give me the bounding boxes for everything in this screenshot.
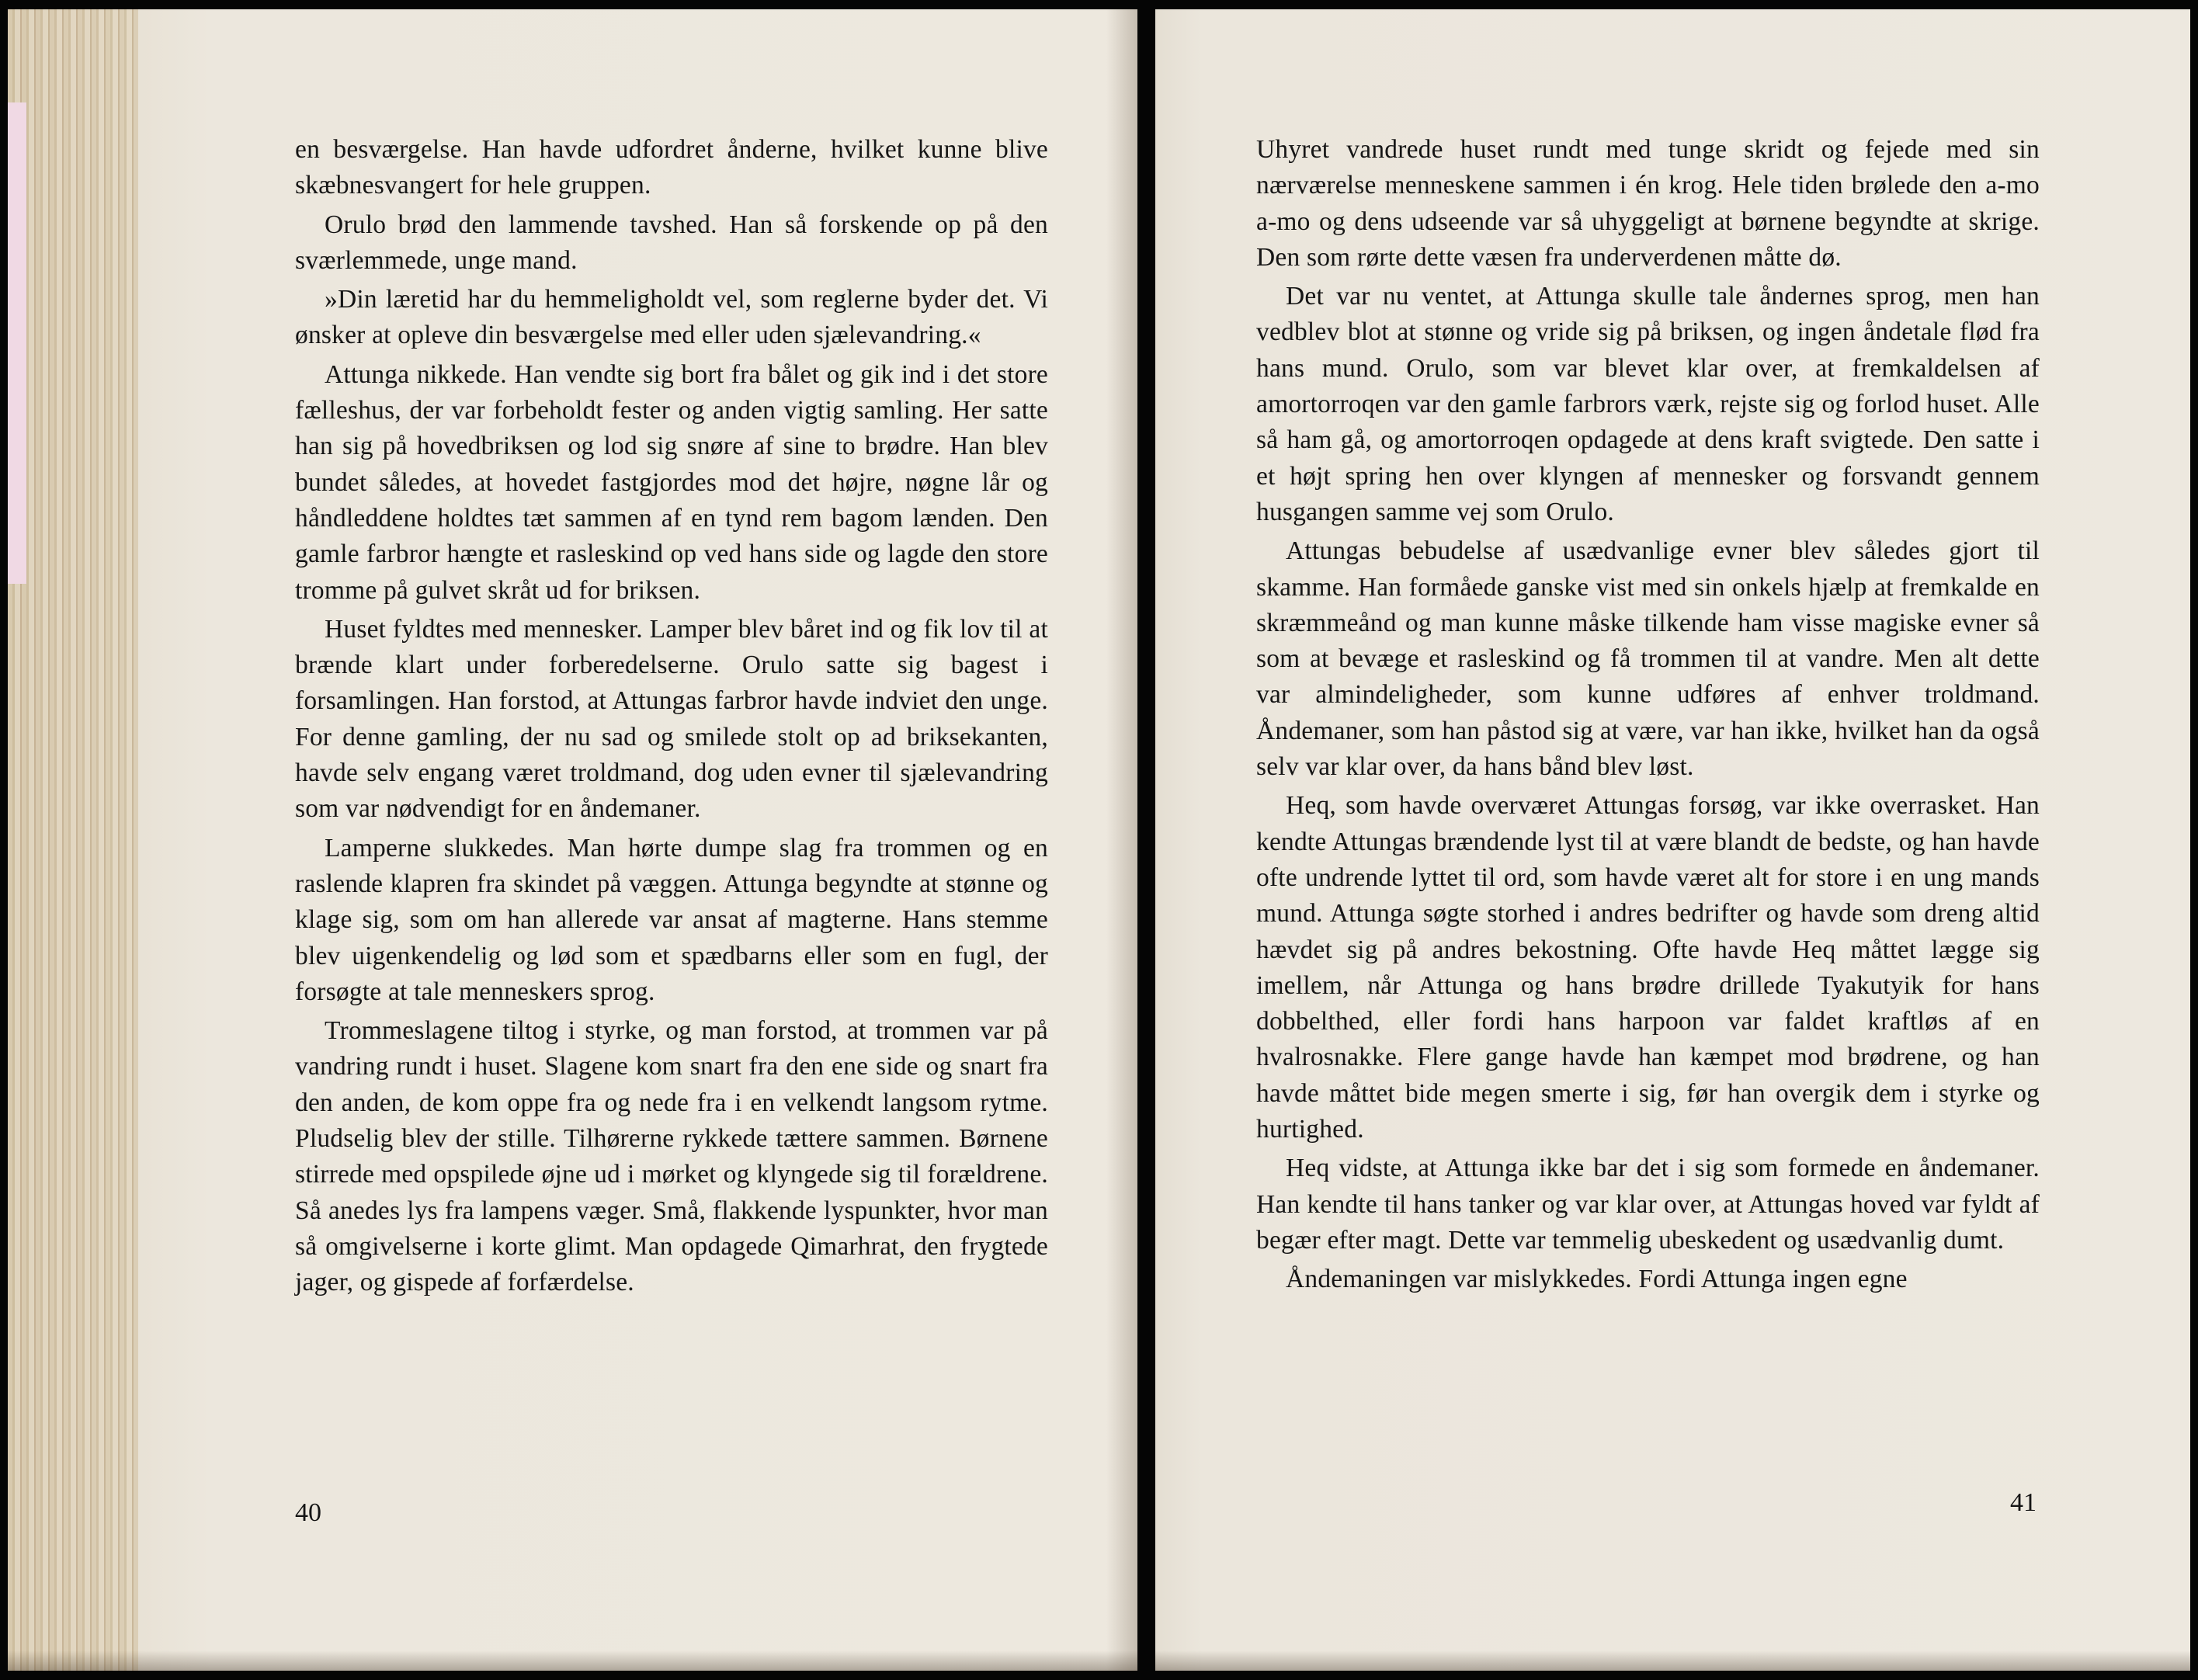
page-edges bbox=[8, 9, 138, 1671]
paragraph: en besværgelse. Han havde udfordret ånderne, hvilket kunne blive skæbnesvangert for hele gruppen. bbox=[295, 135, 1048, 200]
paragraph: Heq vidste, at Attunga ikke bar det i sig som formede en åndemaner. Han kendte til hans tanker og var klar over, at Attungas hoved var fyldt af begær efter magt. Dette var temmelig ubeskedent og usædvanlig dumt. bbox=[1256, 1154, 2040, 1255]
paragraph: Attungas bebudelse af usædvanlige evner blev således gjort til skamme. Han formåede ganske vist med sin onkels hjælp at fremkalde en skræmmeånd og man kunne måske tilkende ham visse magiske evner så som at bevæge et rasleskind og få trommen til at vandre. Men alt dette var almindeligheder, som kunne udføres af enhver troldmand. Åndemaner, som han påstod sig at være, var han ikke, hvilket han da også selv var klar over, da hans bånd blev løst. bbox=[1256, 536, 2040, 782]
paragraph: Lamperne slukkedes. Man hørte dumpe slag fra trommen og en raslende klapren fra skindet på væggen. Attunga begyndte at stønne og klage sig, som om han allerede var ansat af magterne. Hans stemme blev uigenkendelig og lød som et spædbarns eller som en fugl, der forsøgte at tale menneskers sprog. bbox=[295, 833, 1048, 1006]
paragraph: Huset fyldtes med mennesker. Lamper blev båret ind og fik lov til at brænde klart under forberedelserne. Orulo satte sig bagest i forsamlingen. Han forstod, at Attungas farbror havde indviet den unge. For denne gamling, der nu sad og smilede stolt op ad briksekanten, havde selv engang været troldmand, dog uden evner til sjælevandring som var nødvendigt for en åndemaner. bbox=[295, 614, 1048, 824]
left-page bbox=[8, 9, 1137, 1671]
gutter-shadow bbox=[1106, 9, 1137, 1671]
page-shadow bbox=[8, 1650, 1137, 1671]
paragraph: Åndemaningen var mislykkedes. Fordi Attunga ingen egne bbox=[1286, 1265, 1908, 1294]
paragraph: Trommeslagene tiltog i styrke, og man forstod, at trommen var på vandring rundt i huset. Slagene kom snart fra den ene side og snart fra den anden, de kom oppe fra og nede fra i en velkendt langsom rytme. Pludselig blev der stille. Tilhørerne rykkede tættere sammen. Børnene stirrede med opspilede øjne ud i mørket og klyngede sig til forældrene. Så anedes lys fra lampens væger. Små, flakkende lyspunkter, hvor man så omgivelserne i korte glimt. Man opdagede Qimarhrat, den frygtede jager, og gispede af forfærdelse. bbox=[295, 1016, 1048, 1297]
paragraph: Orulo brød den lammende tavshed. Han så forskende op på den sværlemmede, unge mand. bbox=[295, 210, 1048, 275]
left-page-text bbox=[295, 132, 1048, 1301]
bookmark-strip bbox=[8, 102, 26, 584]
page-number: 40 bbox=[295, 1498, 321, 1527]
right-page bbox=[1155, 9, 2190, 1671]
paragraph: Attunga nikkede. Han vendte sig bort fra bålet og gik ind i det store fælleshus, der var forbeholdt fester og anden vigtig samling. Her satte han sig på hovedbriksen og lod sig snøre af sine to brødre. Han blev bundet således, at hovedet fastgjordes mod det højre, nøgne lår og håndleddene holdtes tæt sammen af en tynd rem bagom lænden. Den gamle farbror hængte et rasleskind op ved hans side og lagde den store tromme på gulvet skråt ud for briksen. bbox=[295, 359, 1048, 605]
paragraph: »Din læretid har du hemmeligholdt vel, som reglerne byder det. Vi ønsker at opleve din besværgelse med eller uden sjælevandring.« bbox=[295, 285, 1048, 350]
paragraph: Heq, som havde overværet Attungas forsøg, var ikke overrasket. Han kendte Attungas brændende lyst til at være blandt de bedste, og han havde ofte undrende lyttet til ord, som havde været alt for store i en ung mands mund. Attunga søgte storhed i andres bedrifter og havde som dreng altid hævdet sig på andres bekostning. Ofte havde Heq måttet lægge sig imellem, når Attunga og hans brødre drillede Tyakutyik for hans dobbelthed, eller fordi hans harpoon var faldet kraftløs af en hvalrosnakke. Flere gange havde han kæmpet mod brødrene, og han havde måttet bide megen smerte i sig, før han overgik dem i styrke og hurtighed. bbox=[1256, 791, 2040, 1144]
page-shadow bbox=[1155, 1650, 2190, 1671]
paragraph: Det var nu ventet, at Attunga skulle tale åndernes sprog, men han vedblev blot at stønne og vride sig på briksen, og ingen åndetale flød fra hans mund. Orulo, som var blevet klar over, at fremkaldelsen af amortorroqen var den gamle farbrors værk, rejste sig og forlod huset. Alle så ham gå, og amortorroqen opdagede at dens kraft svigtede. Den satte i et højt spring hen over klyngen af mennesker og forsvandt gennem husgangen samme vej som Orulo. bbox=[1256, 282, 2040, 526]
right-page-text bbox=[1256, 132, 2040, 1298]
paragraph: Uhyret vandrede huset rundt med tunge skridt og fejede med sin nærværelse menneskene sammen i én krog. Hele tiden brølede den a-mo a-mo og dens udseende var så uhyggeligt at børnene begyndte at skrige. Den som rørte dette væsen fra underverdenen måtte dø. bbox=[1256, 135, 2040, 272]
page-number: 41 bbox=[2010, 1488, 2037, 1517]
